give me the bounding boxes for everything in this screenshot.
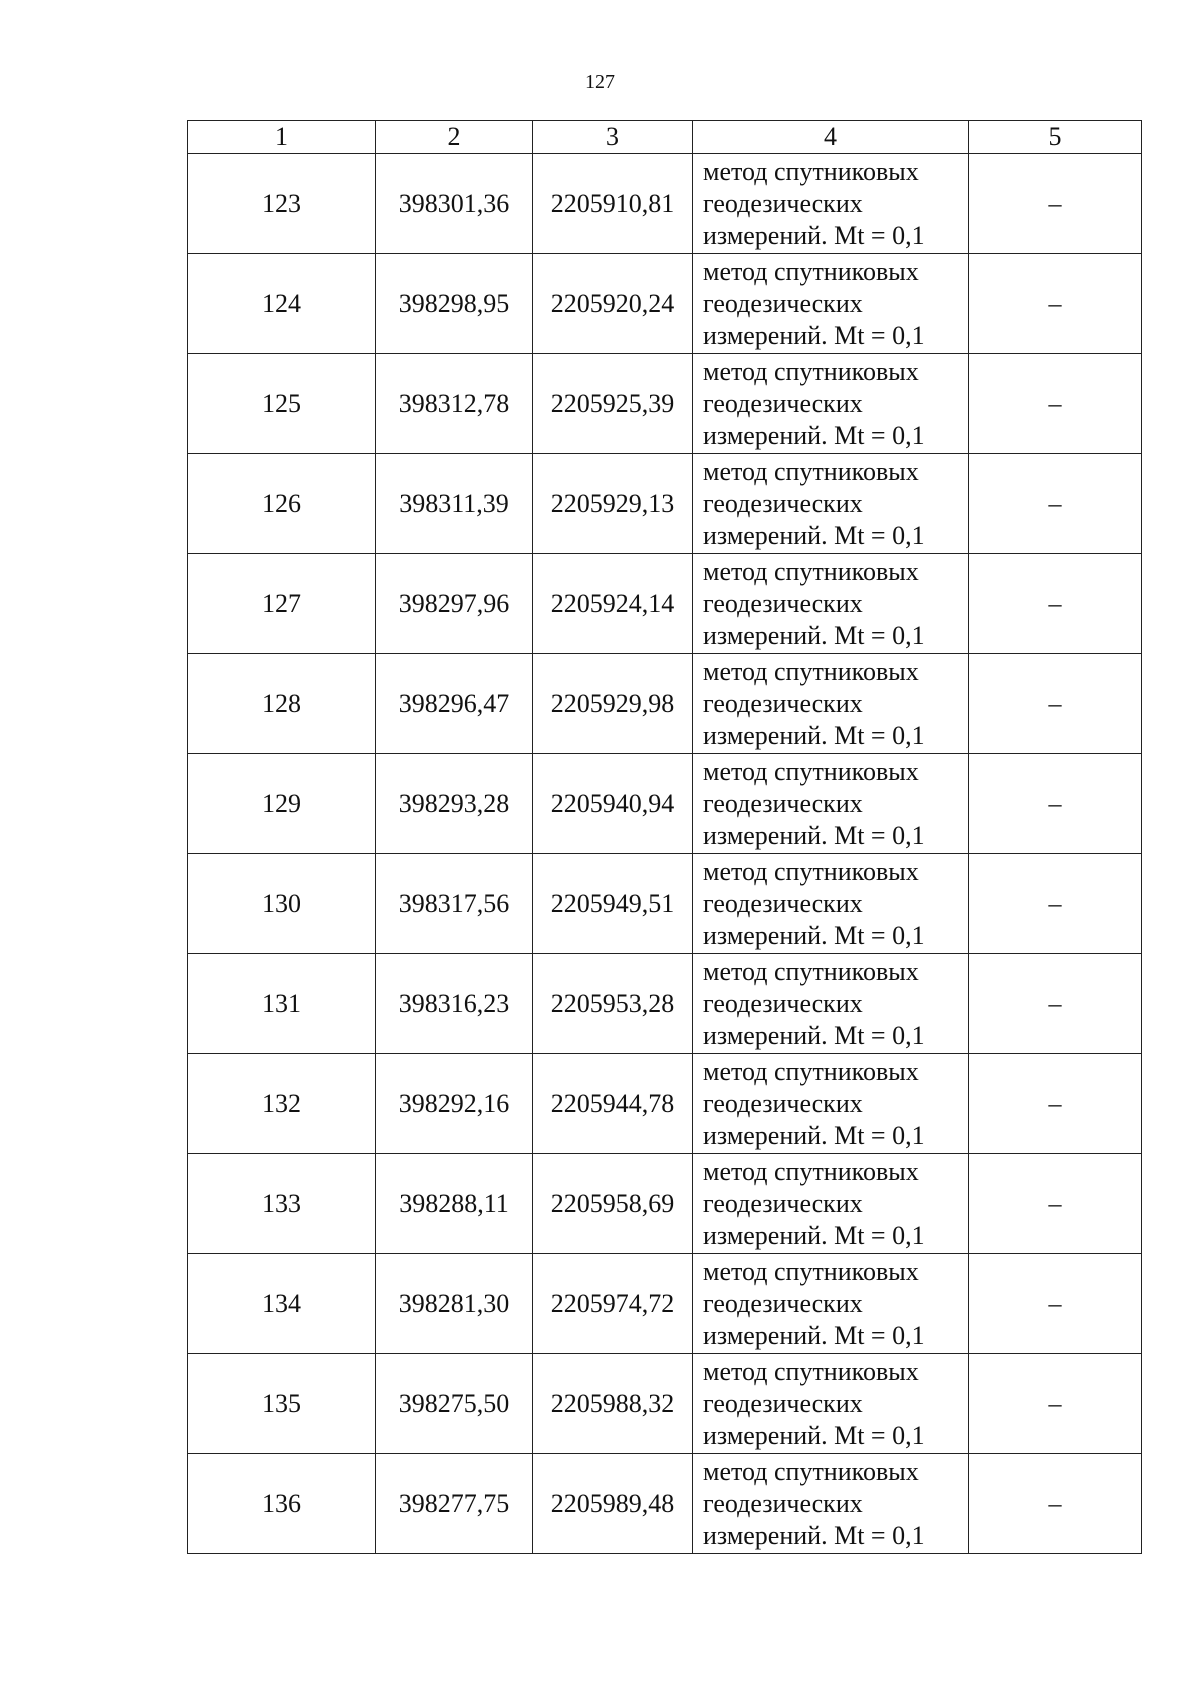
table-row <box>188 454 1142 554</box>
column-header: 1 <box>188 121 376 154</box>
note-cell: – <box>969 754 1142 854</box>
method-line: геодезических <box>703 588 863 618</box>
table-row <box>188 154 1142 254</box>
page-number: 127 <box>585 71 615 93</box>
method-line: геодезических <box>703 888 863 918</box>
method-line: геодезических <box>703 388 863 418</box>
coordinate-y-cell: 2205924,14 <box>533 554 693 654</box>
table-header-row <box>188 121 1142 154</box>
method-cell <box>693 354 969 454</box>
note-cell: – <box>969 854 1142 954</box>
method-cell <box>693 1154 969 1254</box>
method-cell <box>693 1354 969 1454</box>
method-line: измерений. Mt = 0,1 <box>703 1520 925 1550</box>
point-number-cell: 130 <box>188 854 376 954</box>
note-cell: – <box>969 454 1142 554</box>
point-number-cell: 135 <box>188 1354 376 1454</box>
method-cell <box>693 1054 969 1154</box>
method-line: геодезических <box>703 488 863 518</box>
coordinate-y-cell: 2205940,94 <box>533 754 693 854</box>
coordinate-x-cell: 398281,30 <box>376 1254 533 1354</box>
table-row <box>188 754 1142 854</box>
method-line: измерений. Mt = 0,1 <box>703 820 925 850</box>
coordinate-x-cell: 398296,47 <box>376 654 533 754</box>
table-row <box>188 354 1142 454</box>
method-line: геодезических <box>703 1388 863 1418</box>
table-row <box>188 854 1142 954</box>
note-cell: – <box>969 654 1142 754</box>
method-cell <box>693 254 969 354</box>
method-line: геодезических <box>703 988 863 1018</box>
note-cell: – <box>969 1454 1142 1554</box>
point-number-cell: 129 <box>188 754 376 854</box>
note-cell: – <box>969 1254 1142 1354</box>
table-row <box>188 654 1142 754</box>
point-number-cell: 123 <box>188 154 376 254</box>
method-line: метод спутниковых <box>703 556 919 586</box>
method-line: измерений. Mt = 0,1 <box>703 220 925 250</box>
method-cell <box>693 854 969 954</box>
coordinate-y-cell: 2205989,48 <box>533 1454 693 1554</box>
table-row <box>188 1454 1142 1554</box>
method-line: измерений. Mt = 0,1 <box>703 1020 925 1050</box>
coordinate-y-cell: 2205949,51 <box>533 854 693 954</box>
coordinate-x-cell: 398292,16 <box>376 1054 533 1154</box>
coordinate-y-cell: 2205953,28 <box>533 954 693 1054</box>
coordinate-x-cell: 398311,39 <box>376 454 533 554</box>
coordinate-x-cell: 398301,36 <box>376 154 533 254</box>
method-line: измерений. Mt = 0,1 <box>703 320 925 350</box>
method-line: метод спутниковых <box>703 1156 919 1186</box>
method-line: измерений. Mt = 0,1 <box>703 1120 925 1150</box>
method-line: геодезических <box>703 788 863 818</box>
method-line: метод спутниковых <box>703 456 919 486</box>
coordinate-y-cell: 2205929,98 <box>533 654 693 754</box>
method-line: метод спутниковых <box>703 1356 919 1386</box>
method-line: измерений. Mt = 0,1 <box>703 620 925 650</box>
note-cell: – <box>969 154 1142 254</box>
coordinate-x-cell: 398298,95 <box>376 254 533 354</box>
note-cell: – <box>969 1354 1142 1454</box>
table-body <box>188 121 1142 1554</box>
method-cell <box>693 754 969 854</box>
method-line: метод спутниковых <box>703 656 919 686</box>
point-number-cell: 131 <box>188 954 376 1054</box>
method-cell <box>693 1254 969 1354</box>
table-row <box>188 1354 1142 1454</box>
point-number-cell: 128 <box>188 654 376 754</box>
note-cell: – <box>969 254 1142 354</box>
table-row <box>188 554 1142 654</box>
coordinate-x-cell: 398316,23 <box>376 954 533 1054</box>
method-line: геодезических <box>703 1488 863 1518</box>
method-line: геодезических <box>703 1088 863 1118</box>
method-line: геодезических <box>703 188 863 218</box>
coordinate-x-cell: 398293,28 <box>376 754 533 854</box>
method-line: метод спутниковых <box>703 756 919 786</box>
method-line: измерений. Mt = 0,1 <box>703 420 925 450</box>
point-number-cell: 126 <box>188 454 376 554</box>
point-number-cell: 134 <box>188 1254 376 1354</box>
method-cell <box>693 654 969 754</box>
table-row <box>188 954 1142 1054</box>
note-cell: – <box>969 954 1142 1054</box>
method-line: измерений. Mt = 0,1 <box>703 1320 925 1350</box>
column-header: 2 <box>376 121 533 154</box>
note-cell: – <box>969 554 1142 654</box>
coordinate-y-cell: 2205925,39 <box>533 354 693 454</box>
method-line: метод спутниковых <box>703 856 919 886</box>
coordinate-y-cell: 2205929,13 <box>533 454 693 554</box>
method-line: измерений. Mt = 0,1 <box>703 1220 925 1250</box>
method-line: метод спутниковых <box>703 1056 919 1086</box>
table-row <box>188 1254 1142 1354</box>
table-row <box>188 254 1142 354</box>
coordinate-x-cell: 398275,50 <box>376 1354 533 1454</box>
method-cell <box>693 1454 969 1554</box>
table-row <box>188 1054 1142 1154</box>
method-line: измерений. Mt = 0,1 <box>703 720 925 750</box>
coordinate-y-cell: 2205920,24 <box>533 254 693 354</box>
coordinate-x-cell: 398312,78 <box>376 354 533 454</box>
coordinate-x-cell: 398277,75 <box>376 1454 533 1554</box>
coordinate-y-cell: 2205944,78 <box>533 1054 693 1154</box>
method-line: геодезических <box>703 288 863 318</box>
method-line: метод спутниковых <box>703 356 919 386</box>
point-number-cell: 124 <box>188 254 376 354</box>
method-cell <box>693 454 969 554</box>
table-row <box>188 1154 1142 1254</box>
column-header: 5 <box>969 121 1142 154</box>
point-number-cell: 136 <box>188 1454 376 1554</box>
coordinate-y-cell: 2205910,81 <box>533 154 693 254</box>
method-line: измерений. Mt = 0,1 <box>703 520 925 550</box>
coordinate-y-cell: 2205974,72 <box>533 1254 693 1354</box>
method-line: измерений. Mt = 0,1 <box>703 1420 925 1450</box>
point-number-cell: 125 <box>188 354 376 454</box>
method-line: метод спутниковых <box>703 1256 919 1286</box>
note-cell: – <box>969 354 1142 454</box>
method-line: метод спутниковых <box>703 1456 919 1486</box>
method-line: геодезических <box>703 1188 863 1218</box>
note-cell: – <box>969 1054 1142 1154</box>
method-line: метод спутниковых <box>703 156 919 186</box>
point-number-cell: 133 <box>188 1154 376 1254</box>
method-cell <box>693 954 969 1054</box>
point-number-cell: 127 <box>188 554 376 654</box>
coordinate-y-cell: 2205958,69 <box>533 1154 693 1254</box>
note-cell: – <box>969 1154 1142 1254</box>
coordinate-y-cell: 2205988,32 <box>533 1354 693 1454</box>
method-cell <box>693 154 969 254</box>
method-line: геодезических <box>703 688 863 718</box>
method-cell <box>693 554 969 654</box>
coordinates-table <box>187 120 1142 1554</box>
method-line: метод спутниковых <box>703 956 919 986</box>
column-header: 3 <box>533 121 693 154</box>
method-line: измерений. Mt = 0,1 <box>703 920 925 950</box>
coordinate-x-cell: 398297,96 <box>376 554 533 654</box>
coordinate-x-cell: 398317,56 <box>376 854 533 954</box>
column-header: 4 <box>693 121 969 154</box>
coordinate-x-cell: 398288,11 <box>376 1154 533 1254</box>
method-line: метод спутниковых <box>703 256 919 286</box>
method-line: геодезических <box>703 1288 863 1318</box>
point-number-cell: 132 <box>188 1054 376 1154</box>
